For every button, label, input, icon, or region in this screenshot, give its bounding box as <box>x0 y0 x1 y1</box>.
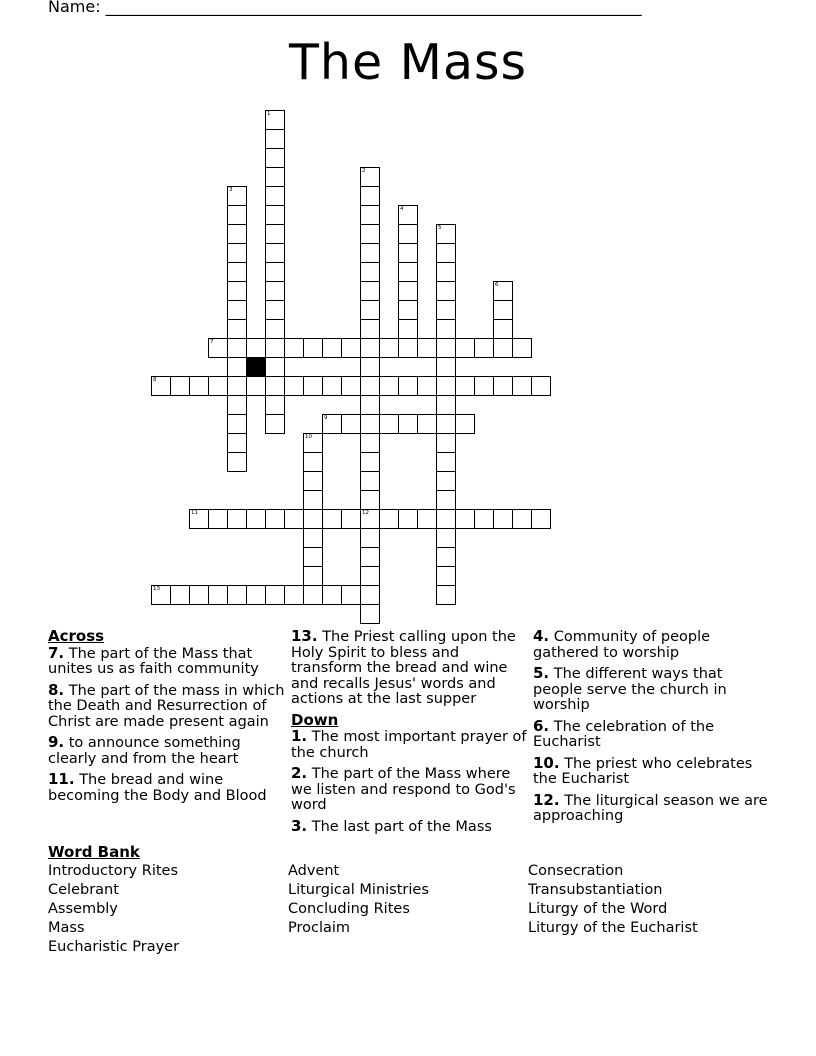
crossword-cell[interactable] <box>360 585 380 605</box>
cell-number: 2 <box>362 168 366 174</box>
crossword-cell[interactable] <box>436 338 456 358</box>
crossword-cell[interactable] <box>512 509 532 529</box>
crossword-cell[interactable] <box>398 300 418 320</box>
across-heading: Across <box>48 627 105 645</box>
clue-text: The part of the Mass where we listen and respond to God's word <box>291 766 516 813</box>
crossword-cell[interactable] <box>493 281 513 301</box>
crossword-cell[interactable] <box>455 509 475 529</box>
clue-number: 3. <box>291 816 308 835</box>
crossword-cell[interactable] <box>436 528 456 548</box>
crossword-cell[interactable] <box>360 490 380 510</box>
word-bank-item: Mass <box>48 920 85 936</box>
crossword-cell[interactable] <box>303 376 323 396</box>
clue-number: 9. <box>48 733 65 751</box>
clue-text: The celebration of the Eucharist <box>533 718 714 750</box>
clues-column-2 <box>291 629 527 840</box>
crossword-cell[interactable] <box>360 300 380 320</box>
crossword-cell[interactable] <box>303 547 323 567</box>
clue-number: 5. <box>533 664 550 682</box>
word-bank-item: Advent <box>288 863 340 879</box>
crossword-cell[interactable] <box>227 395 247 415</box>
cell-number: 4 <box>400 206 404 212</box>
cell-number: 12 <box>362 510 369 516</box>
cell-number: 10 <box>305 434 312 440</box>
crossword-cell[interactable] <box>512 376 532 396</box>
crossword-cell[interactable] <box>360 604 380 624</box>
word-bank-item: Transubstantiation <box>528 882 663 898</box>
crossword-cell[interactable] <box>360 376 380 396</box>
page-title: The Mass <box>288 34 528 91</box>
crossword-cell[interactable] <box>360 452 380 472</box>
crossword-block-cell <box>246 357 266 377</box>
word-bank-item: Assembly <box>48 901 118 917</box>
crossword-cell[interactable] <box>436 300 456 320</box>
crossword-cell[interactable] <box>246 585 266 605</box>
word-bank-item: Celebrant <box>48 882 119 898</box>
clue-down-3 <box>291 816 527 836</box>
crossword-cell[interactable] <box>227 281 247 301</box>
crossword-cell[interactable] <box>208 585 228 605</box>
crossword-cell[interactable] <box>303 566 323 586</box>
crossword-cell[interactable] <box>474 509 494 529</box>
crossword-cell[interactable] <box>265 110 285 130</box>
crossword-cell[interactable] <box>360 528 380 548</box>
clue-text: Community of people gathered to worship <box>533 629 711 661</box>
crossword-cell[interactable] <box>227 509 247 529</box>
crossword-cell[interactable] <box>436 395 456 415</box>
crossword-cell[interactable] <box>265 186 285 206</box>
crossword-cell[interactable] <box>284 585 304 605</box>
cell-number: 6 <box>495 282 499 288</box>
cell-number: 11 <box>191 510 198 516</box>
crossword-cell[interactable] <box>436 471 456 491</box>
crossword-cell[interactable] <box>265 205 285 225</box>
crossword-cell[interactable] <box>265 167 285 187</box>
clue-down-5 <box>533 666 773 714</box>
crossword-cell[interactable] <box>227 224 247 244</box>
crossword-cell[interactable] <box>360 547 380 567</box>
crossword-cell[interactable] <box>360 471 380 491</box>
clue-across-9 <box>48 735 286 767</box>
crossword-cell[interactable] <box>208 509 228 529</box>
crossword-cell[interactable] <box>436 262 456 282</box>
word-bank-item: Proclaim <box>288 920 351 936</box>
crossword-cell[interactable] <box>189 509 209 529</box>
crossword-cell[interactable] <box>246 376 266 396</box>
crossword-cell[interactable] <box>493 338 513 358</box>
crossword-cell[interactable] <box>284 338 304 358</box>
clue-text: The liturgical season we are approaching <box>533 792 768 824</box>
clue-text: The priest who celebrates the Eucharist <box>533 755 753 787</box>
crossword-cell[interactable] <box>455 414 475 434</box>
crossword-cell[interactable] <box>303 338 323 358</box>
crossword-cell[interactable] <box>303 509 323 529</box>
crossword-cell[interactable] <box>265 262 285 282</box>
crossword-cell[interactable] <box>265 300 285 320</box>
crossword-cell[interactable] <box>398 243 418 263</box>
crossword-cell[interactable] <box>151 585 171 605</box>
crossword-cell[interactable] <box>189 585 209 605</box>
clue-number: 7. <box>48 643 65 662</box>
clue-number: 10. <box>533 753 560 772</box>
crossword-cell[interactable] <box>436 319 456 339</box>
clue-number: 12. <box>533 790 560 809</box>
crossword-cell[interactable] <box>379 376 399 396</box>
crossword-cell[interactable] <box>265 414 285 434</box>
clue-down-2 <box>291 766 527 814</box>
crossword-cell[interactable] <box>360 186 380 206</box>
crossword-cell[interactable] <box>436 243 456 263</box>
crossword-cell[interactable] <box>436 414 456 434</box>
cell-number: 5 <box>438 225 442 231</box>
crossword-cell[interactable] <box>436 490 456 510</box>
crossword-cell[interactable] <box>436 452 456 472</box>
crossword-cell[interactable] <box>322 414 342 434</box>
word-bank-item: Introductory Rites <box>48 863 179 879</box>
crossword-cell[interactable] <box>398 319 418 339</box>
clue-text: The part of the Mass that unites us as faith community <box>48 645 259 677</box>
clues-column-3 <box>533 629 773 830</box>
crossword-cell[interactable] <box>455 376 475 396</box>
clue-down-10 <box>533 753 773 788</box>
crossword-cell[interactable] <box>360 509 380 529</box>
clue-text: The part of the mass in which the Death and Resurrection of Christ are made present again <box>48 682 285 730</box>
crossword-cell[interactable] <box>227 452 247 472</box>
cell-number: 8 <box>153 377 157 383</box>
crossword-cell[interactable] <box>170 376 190 396</box>
crossword-cell[interactable] <box>227 262 247 282</box>
down-heading: Down <box>291 710 339 729</box>
crossword-cell[interactable] <box>455 338 475 358</box>
crossword-cell[interactable] <box>265 281 285 301</box>
cell-number: 3 <box>229 187 233 193</box>
crossword-cell[interactable] <box>379 414 399 434</box>
crossword-cell[interactable] <box>227 186 247 206</box>
crossword-cell[interactable] <box>493 376 513 396</box>
crossword-cell[interactable] <box>322 338 342 358</box>
crossword-cell[interactable] <box>189 376 209 396</box>
clue-text: The bread and wine becoming the Body and Blood <box>48 772 267 804</box>
clue-text: The last part of the Mass <box>311 818 492 835</box>
crossword-cell[interactable] <box>398 262 418 282</box>
crossword-cell[interactable] <box>417 414 437 434</box>
crossword-cell[interactable] <box>265 395 285 415</box>
crossword-cell[interactable] <box>341 376 361 396</box>
crossword-cell[interactable] <box>341 509 361 529</box>
crossword-cell[interactable] <box>360 262 380 282</box>
clue-down-4 <box>533 629 773 661</box>
crossword-cell[interactable] <box>398 376 418 396</box>
crossword-cell[interactable] <box>379 509 399 529</box>
crossword-cell[interactable] <box>284 376 304 396</box>
crossword-cell[interactable] <box>303 528 323 548</box>
word-bank-item: Liturgy of the Word <box>528 901 668 917</box>
crossword-cell[interactable] <box>398 281 418 301</box>
clue-text: to announce something clearly and from the heart <box>48 735 241 767</box>
crossword-cell[interactable] <box>398 338 418 358</box>
crossword-cell[interactable] <box>341 585 361 605</box>
clue-number: 1. <box>291 727 308 745</box>
crossword-cell[interactable] <box>303 433 323 453</box>
clue-down-12 <box>533 790 773 825</box>
clue-number: 6. <box>533 716 550 735</box>
word-bank-heading: Word Bank <box>48 843 140 861</box>
crossword-cell[interactable] <box>493 509 513 529</box>
clue-down-6 <box>533 716 773 751</box>
crossword-cell[interactable] <box>265 129 285 149</box>
crossword-cell[interactable] <box>398 224 418 244</box>
crossword-cell[interactable] <box>303 490 323 510</box>
crossword-cell[interactable] <box>265 509 285 529</box>
clues-column-1 <box>48 629 286 809</box>
clue-across-7 <box>48 643 286 678</box>
crossword-cell[interactable] <box>360 433 380 453</box>
name-line[interactable]: Name: ___________________________________________________________________ <box>48 0 642 16</box>
crossword-cell[interactable] <box>360 319 380 339</box>
crossword-cell[interactable] <box>417 338 437 358</box>
crossword-cell[interactable] <box>398 509 418 529</box>
crossword-cell[interactable] <box>398 414 418 434</box>
crossword-cell[interactable] <box>227 357 247 377</box>
crossword-cell[interactable] <box>303 585 323 605</box>
clue-number: 8. <box>48 680 65 699</box>
clue-number: 11. <box>48 770 75 788</box>
crossword-cell[interactable] <box>436 509 456 529</box>
crossword-cell[interactable] <box>227 338 247 358</box>
crossword-cell[interactable] <box>360 281 380 301</box>
cell-number: 1 <box>267 111 271 117</box>
clue-across-8 <box>48 680 286 731</box>
crossword-cell[interactable] <box>246 509 266 529</box>
crossword-cell[interactable] <box>360 224 380 244</box>
cell-number: 7 <box>210 339 214 345</box>
word-bank-item: Consecration <box>528 863 624 879</box>
crossword-cell[interactable] <box>493 300 513 320</box>
crossword-cell[interactable] <box>360 395 380 415</box>
crossword-cell[interactable] <box>227 585 247 605</box>
word-bank-item: Concluding Rites <box>288 901 410 917</box>
clue-text: The Priest calling upon the Holy Spirit to bless and transform the bread and wine and recalls Jesus' words and actions at the last supper <box>291 629 516 707</box>
clue-text: The different ways that people serve the church in worship <box>533 666 727 713</box>
clue-number: 4. <box>533 627 550 645</box>
clue-text: The most important prayer of the church <box>291 729 527 761</box>
crossword-cell[interactable] <box>436 585 456 605</box>
crossword-cell[interactable] <box>322 585 342 605</box>
crossword-cell[interactable] <box>265 224 285 244</box>
crossword-cell[interactable] <box>398 205 418 225</box>
crossword-cell[interactable] <box>341 338 361 358</box>
crossword-cell[interactable] <box>227 376 247 396</box>
crossword-cell[interactable] <box>227 414 247 434</box>
crossword-cell[interactable] <box>360 414 380 434</box>
crossword-cell[interactable] <box>436 433 456 453</box>
crossword-cell[interactable] <box>493 319 513 339</box>
crossword-cell[interactable] <box>360 357 380 377</box>
crossword-cell[interactable] <box>436 357 456 377</box>
crossword-cell[interactable] <box>227 300 247 320</box>
crossword-cell[interactable] <box>208 376 228 396</box>
crossword-cell[interactable] <box>265 319 285 339</box>
crossword-cell[interactable] <box>436 376 456 396</box>
crossword-cell[interactable] <box>417 509 437 529</box>
crossword-cell[interactable] <box>360 205 380 225</box>
crossword-cell[interactable] <box>474 338 494 358</box>
word-bank-column-2 <box>288 862 429 938</box>
crossword-cell[interactable] <box>436 547 456 567</box>
crossword-cell[interactable] <box>151 376 171 396</box>
clue-down-1 <box>291 729 527 761</box>
crossword-cell[interactable] <box>417 376 437 396</box>
crossword-cell[interactable] <box>265 357 285 377</box>
crossword-cell[interactable] <box>322 376 342 396</box>
crossword-cell[interactable] <box>512 338 532 358</box>
clue-number: 13. <box>291 627 318 645</box>
crossword-cell[interactable] <box>170 585 190 605</box>
word-bank-item: Liturgical Ministries <box>288 882 429 898</box>
crossword-cell[interactable] <box>265 243 285 263</box>
crossword-cell[interactable] <box>303 471 323 491</box>
crossword-cell[interactable] <box>227 205 247 225</box>
crossword-cell[interactable] <box>341 414 361 434</box>
crossword-cell[interactable] <box>284 509 304 529</box>
crossword-cell[interactable] <box>227 243 247 263</box>
crossword-cell[interactable] <box>360 243 380 263</box>
crossword-cell[interactable] <box>379 338 399 358</box>
crossword-cell[interactable] <box>360 338 380 358</box>
clue-across-11 <box>48 772 286 804</box>
crossword-cell[interactable] <box>265 376 285 396</box>
crossword-cell[interactable] <box>265 148 285 168</box>
word-bank-item: Liturgy of the Eucharist <box>528 920 698 936</box>
crossword-cell[interactable] <box>436 224 456 244</box>
crossword-cell[interactable] <box>531 376 551 396</box>
crossword-cell[interactable] <box>360 167 380 187</box>
crossword-cell[interactable] <box>303 452 323 472</box>
word-bank-column-1 <box>48 862 179 957</box>
crossword-cell[interactable] <box>360 566 380 586</box>
crossword-cell[interactable] <box>474 376 494 396</box>
crossword-cell[interactable] <box>208 338 228 358</box>
crossword-cell[interactable] <box>227 433 247 453</box>
clue-number: 2. <box>291 764 308 782</box>
crossword-cell[interactable] <box>265 585 285 605</box>
crossword-cell[interactable] <box>436 566 456 586</box>
crossword-cell[interactable] <box>265 338 285 358</box>
crossword-cell[interactable] <box>531 509 551 529</box>
clue-across-13 <box>291 629 527 708</box>
word-bank-item: Eucharistic Prayer <box>48 939 180 955</box>
crossword-cell[interactable] <box>436 281 456 301</box>
cell-number: 9 <box>324 415 328 421</box>
cell-number: 13 <box>153 586 160 592</box>
crossword-cell[interactable] <box>227 319 247 339</box>
crossword-cell[interactable] <box>246 338 266 358</box>
crossword-cell[interactable] <box>322 509 342 529</box>
word-bank-column-3 <box>528 862 698 938</box>
